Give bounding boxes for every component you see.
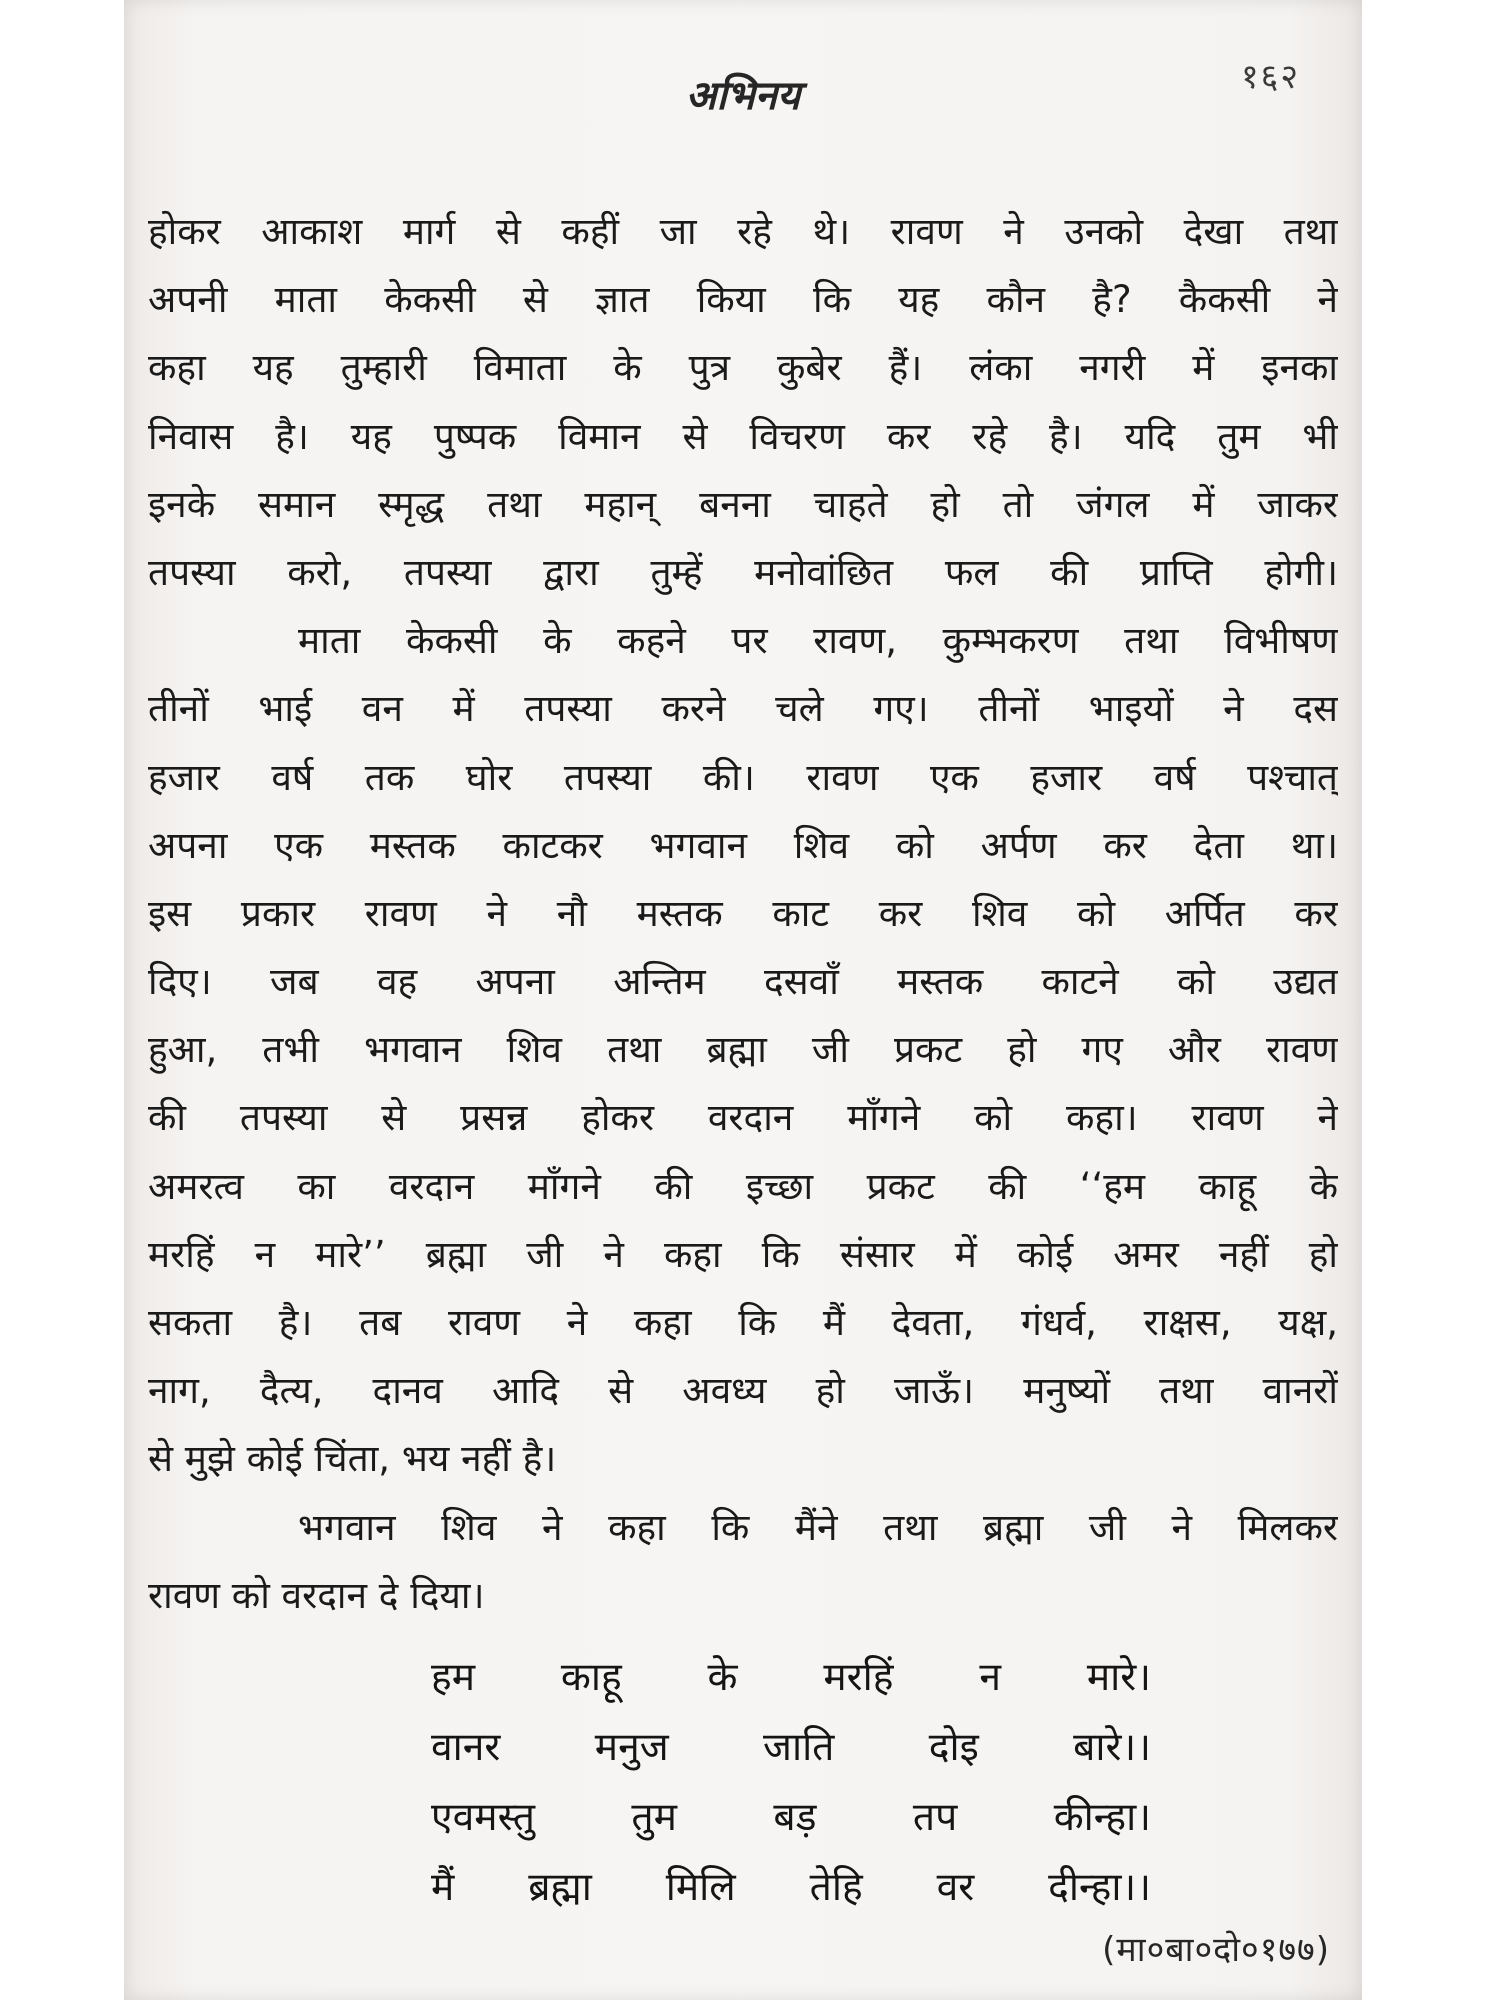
text-line: की तपस्या से प्रसन्न होकर वरदान माँगने को कहा। रावण ने <box>148 1096 1338 1140</box>
text-line-indented: भगवान शिव ने कहा कि मैंने तथा ब्रह्मा जी ने मिलकर <box>298 1505 1338 1549</box>
verse-line: हम काहू के मरहिं न मारे। <box>431 1655 1151 1700</box>
text-line: नाग, दैत्य, दानव आदि से अवध्य हो जाऊँ। मनुष्यों तथा वानरों <box>148 1369 1338 1413</box>
verse-line: मैं ब्रह्मा मिलि तेहि वर दीन्हा।। <box>431 1865 1151 1910</box>
text-line: दिए। जब वह अपना अन्तिम दसवाँ मस्तक काटने को उद्यत <box>148 960 1338 1004</box>
text-line: अपना एक मस्तक काटकर भगवान शिव को अर्पण कर देता था। <box>148 823 1338 867</box>
text-line: निवास है। यह पुष्पक विमान से विचरण कर रहे है। यदि तुम भी <box>148 414 1338 458</box>
text-line: मरहिं न मारे’’ ब्रह्मा जी ने कहा कि संसार में कोई अमर नहीं हो <box>148 1232 1338 1276</box>
verse-line: वानर मनुज जाति दोइ बारे।। <box>431 1725 1151 1770</box>
verse-citation: (मा०बा०दो०१७७) <box>1102 1930 1330 1970</box>
text-line: अमरत्व का वरदान माँगने की इच्छा प्रकट की ‘‘हम काहू के <box>148 1164 1338 1208</box>
text-line: रावण को वरदान दे दिया। <box>148 1573 485 1617</box>
text-line: सकता है। तब रावण ने कहा कि मैं देवता, गंधर्व, राक्षस, यक्ष, <box>148 1301 1338 1344</box>
text-line: अपनी माता केकसी से ज्ञात किया कि यह कौन है? कैकसी ने <box>148 278 1338 322</box>
text-line: इनके समान स्मृद्ध तथा महान् बनना चाहते हो तो जंगल में जाकर <box>148 482 1338 526</box>
verse-block <box>431 1643 1151 1923</box>
text-line: हजार वर्ष तक घोर तपस्या की। रावण एक हजार वर्ष पश्चात् <box>148 755 1338 799</box>
text-line: होकर आकाश मार्ग से कहीं जा रहे थे। रावण ने उनको देखा तथा <box>148 210 1338 253</box>
page-number: १६२ <box>1240 57 1300 97</box>
text-line: तपस्या करो, तपस्या द्वारा तुम्हें मनोवांछित फल की प्राप्ति होगी। <box>148 550 1338 594</box>
verse-line: एवमस्तु तुम बड़ तप कीन्हा। <box>431 1795 1151 1840</box>
body-text <box>148 198 1338 1630</box>
running-head-title: अभिनय <box>685 73 801 119</box>
text-line: इस प्रकार रावण ने नौ मस्तक काट कर शिव को अर्पित कर <box>148 891 1338 935</box>
text-line-indented: माता केकसी के कहने पर रावण, कुम्भकरण तथा विभीषण <box>298 619 1338 663</box>
book-page <box>124 0 1362 2000</box>
text-line: हुआ, तभी भगवान शिव तथा ब्रह्मा जी प्रकट हो गए और रावण <box>148 1028 1338 1072</box>
text-line: कहा यह तुम्हारी विमाता के पुत्र कुबेर हैं। लंका नगरी में इनका <box>148 346 1338 390</box>
text-line: से मुझे कोई चिंता, भय नहीं है। <box>148 1437 557 1481</box>
text-line: तीनों भाई वन में तपस्या करने चले गए। तीनों भाइयों ने दस <box>148 687 1338 731</box>
